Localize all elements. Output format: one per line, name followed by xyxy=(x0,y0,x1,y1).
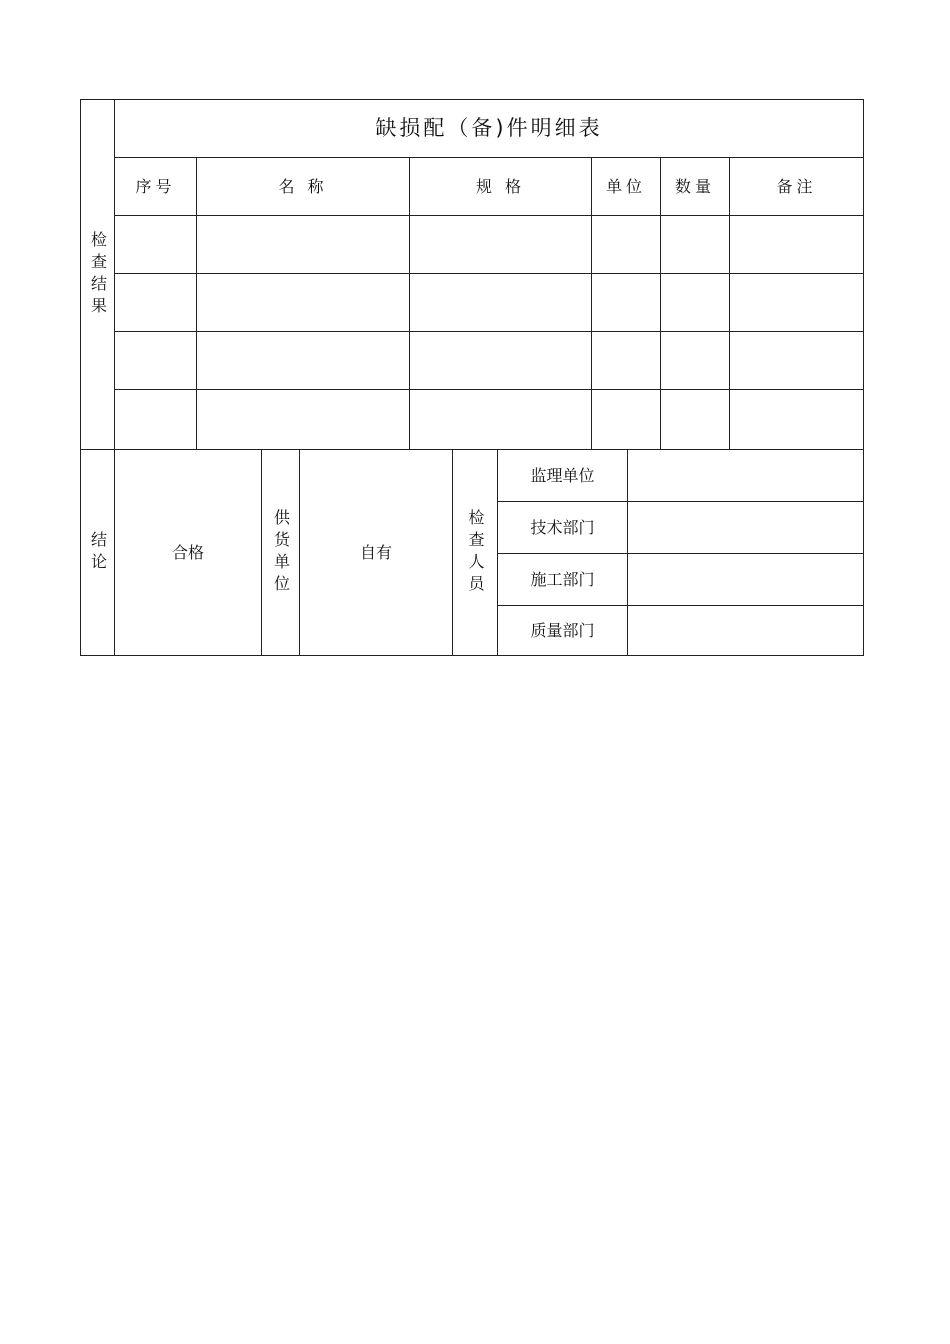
signature-field-quality[interactable] xyxy=(627,605,864,656)
row-2-quantity-cell[interactable] xyxy=(660,273,730,332)
row-4-name-cell[interactable] xyxy=(196,389,410,450)
inspector-label: 检查人员 xyxy=(466,508,485,597)
supplier-value: 自有 xyxy=(359,542,392,562)
column-header-spec: 规 格 xyxy=(409,157,592,216)
column-header-quantity: 数量 xyxy=(660,157,730,216)
row-1-remarks-cell[interactable] xyxy=(729,215,864,274)
row-2-unit-cell[interactable] xyxy=(591,273,661,332)
row-1-quantity-cell[interactable] xyxy=(660,215,730,274)
inspector-label-cell xyxy=(452,449,498,656)
signature-field-supervision[interactable] xyxy=(627,449,864,502)
defect-parts-form xyxy=(80,99,864,656)
signature-field-technical[interactable] xyxy=(627,501,864,554)
row-1-index-cell[interactable] xyxy=(114,215,197,274)
column-header-remarks: 备注 xyxy=(729,157,864,216)
department-label-technical: 技术部门 xyxy=(497,501,628,554)
form-title-cell xyxy=(114,99,864,158)
results-side-label-cell xyxy=(80,99,115,450)
row-4-index-cell[interactable] xyxy=(114,389,197,450)
conclusion-side-label-cell xyxy=(80,449,115,656)
column-header-unit: 单位 xyxy=(591,157,661,216)
conclusion-value-cell xyxy=(114,449,262,656)
row-1-spec-cell[interactable] xyxy=(409,215,592,274)
row-2-spec-cell[interactable] xyxy=(409,273,592,332)
row-3-index-cell[interactable] xyxy=(114,331,197,390)
department-label-quality: 质量部门 xyxy=(497,605,628,656)
form-title: 缺损配（备)件明细表 xyxy=(375,116,603,140)
row-4-remarks-cell[interactable] xyxy=(729,389,864,450)
row-4-unit-cell[interactable] xyxy=(591,389,661,450)
row-3-remarks-cell[interactable] xyxy=(729,331,864,390)
row-2-name-cell[interactable] xyxy=(196,273,410,332)
row-3-unit-cell[interactable] xyxy=(591,331,661,390)
row-4-spec-cell[interactable] xyxy=(409,389,592,450)
department-label-supervision: 监理单位 xyxy=(497,449,628,502)
row-1-unit-cell[interactable] xyxy=(591,215,661,274)
supplier-label-cell xyxy=(261,449,300,656)
column-header-name: 名 称 xyxy=(196,157,410,216)
supplier-label: 供货单位 xyxy=(271,508,291,597)
conclusion-side-label: 结论 xyxy=(88,530,108,575)
department-label-construction: 施工部门 xyxy=(497,553,628,606)
supplier-value-cell xyxy=(299,449,453,656)
row-1-name-cell[interactable] xyxy=(196,215,410,274)
row-4-quantity-cell[interactable] xyxy=(660,389,730,450)
signature-field-construction[interactable] xyxy=(627,553,864,606)
row-3-name-cell[interactable] xyxy=(196,331,410,390)
row-3-spec-cell[interactable] xyxy=(409,331,592,390)
row-2-remarks-cell[interactable] xyxy=(729,273,864,332)
row-2-index-cell[interactable] xyxy=(114,273,197,332)
column-header-index: 序号 xyxy=(114,157,197,216)
row-3-quantity-cell[interactable] xyxy=(660,331,730,390)
conclusion-value: 合格 xyxy=(171,542,204,562)
results-side-label: 检查结果 xyxy=(88,230,108,319)
